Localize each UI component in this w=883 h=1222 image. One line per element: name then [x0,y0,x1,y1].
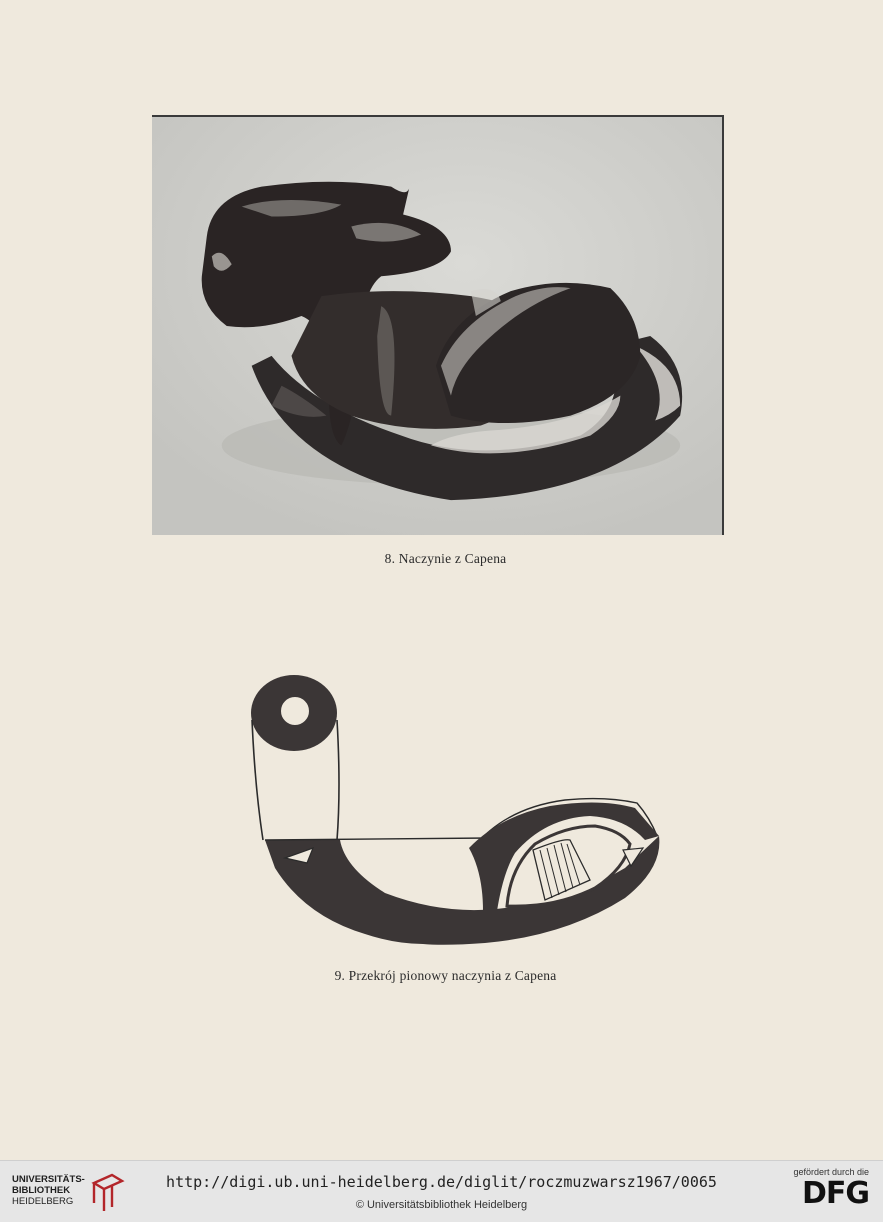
funder-note: gefördert durch die [793,1167,869,1177]
figure-8-caption: 8. Naczynie z Capena [384,551,507,566]
dfg-logo-text: DFG [801,1176,869,1211]
figure-9-caption: 9. Przekrój pionowy naczynia z Capena [334,968,557,983]
permalink-url[interactable]: http://digi.ub.uni-heidelberg.de/diglit/roczmuzwarsz1967/0065 [166,1173,717,1191]
library-name-line1: UNIVERSITÄTS- [12,1174,85,1185]
vessel-photo-image [152,117,722,535]
vessel-cross-section-drawing [245,668,670,953]
cross-section-svg [245,668,670,953]
vessel-photo [152,115,724,535]
footer-bar [0,1160,883,1222]
library-name-line2: BIBLIOTHEK [12,1185,71,1196]
copyright-notice: © Universitätsbibliothek Heidelberg [355,1199,528,1211]
dfg-logo[interactable] [779,1167,869,1217]
library-name-line3: HEIDELBERG [12,1196,74,1207]
